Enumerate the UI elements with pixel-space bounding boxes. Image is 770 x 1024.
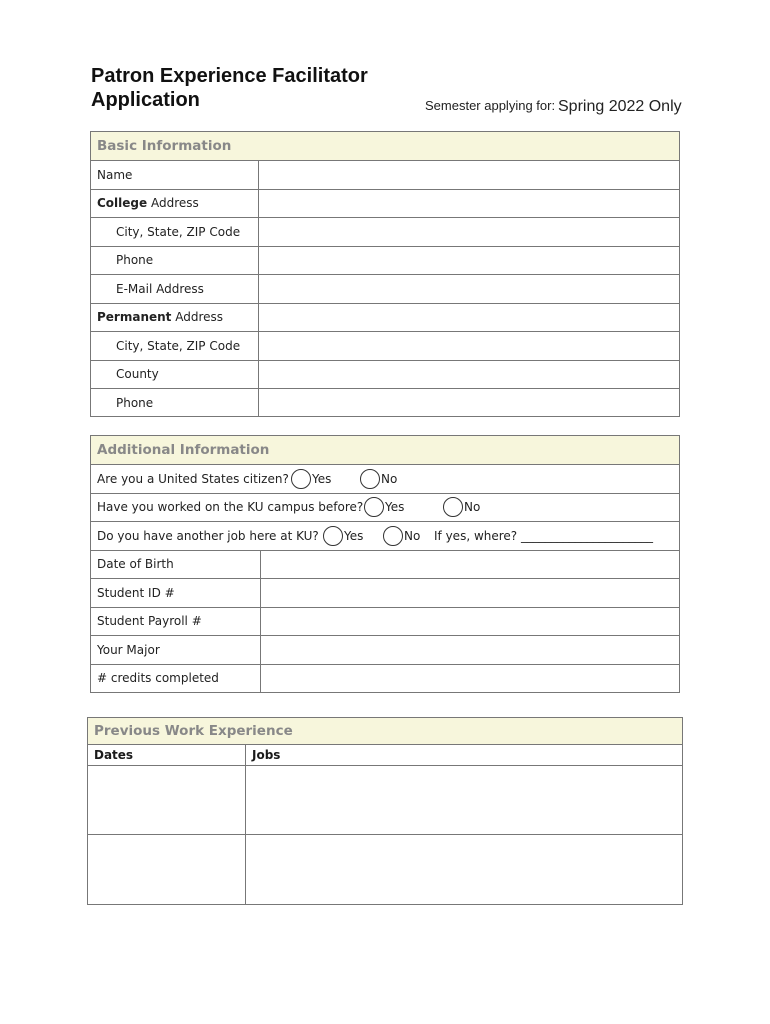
- permanent-city-field[interactable]: [259, 332, 679, 360]
- college-city-field[interactable]: [259, 218, 679, 246]
- permanent-city-label: City, State, ZIP Code: [91, 332, 259, 360]
- dob-field[interactable]: [261, 551, 679, 579]
- credits-label: # credits completed: [91, 665, 261, 692]
- college-phone-label: Phone: [91, 247, 259, 275]
- dob-label: Date of Birth: [91, 551, 261, 579]
- name-row: [91, 161, 679, 190]
- semester-label: Semester applying for:: [425, 98, 556, 113]
- citizen-yes-option[interactable]: [291, 469, 331, 489]
- name-field[interactable]: [259, 161, 679, 189]
- work-dates-cell[interactable]: [88, 835, 246, 904]
- worked-yes-option[interactable]: [364, 497, 404, 517]
- citizen-yes-label: Yes: [312, 471, 332, 486]
- basic-information-heading: Basic Information: [91, 132, 679, 161]
- student-id-row: [91, 579, 679, 608]
- permanent-county-row: [91, 361, 679, 390]
- student-id-field[interactable]: [261, 579, 679, 607]
- other-job-yes-label: Yes: [344, 528, 364, 543]
- work-experience-heading: Previous Work Experience: [88, 718, 682, 745]
- permanent-city-row: [91, 332, 679, 361]
- permanent-phone-field[interactable]: [259, 389, 679, 416]
- citizen-question: Are you a United States citizen?: [97, 471, 289, 486]
- name-label: Name: [91, 161, 259, 189]
- other-job-no-option[interactable]: [383, 526, 420, 546]
- credits-row: [91, 665, 679, 692]
- college-phone-row: [91, 247, 679, 276]
- work-table-header: [88, 745, 682, 766]
- citizen-no-label: No: [381, 471, 398, 486]
- college-address-label: [91, 190, 259, 218]
- worked-yes-label: Yes: [385, 500, 405, 515]
- college-email-label: E-Mail Address: [91, 275, 259, 303]
- student-id-label: Student ID #: [91, 579, 261, 607]
- worked-question: Have you worked on the KU campus before?: [97, 500, 364, 515]
- permanent-rest: Address: [171, 310, 224, 325]
- semester-value[interactable]: Spring 2022 Only: [558, 98, 682, 115]
- college-address-row: [91, 190, 679, 219]
- permanent-address-label: [91, 304, 259, 332]
- radio-circle-icon[interactable]: [360, 469, 380, 489]
- work-row: [88, 766, 682, 835]
- worked-no-label: No: [464, 500, 481, 515]
- other-job-no-label: No: [404, 528, 421, 543]
- radio-circle-icon[interactable]: [443, 497, 463, 517]
- payroll-label: Student Payroll #: [91, 608, 261, 636]
- college-phone-field[interactable]: [259, 247, 679, 275]
- permanent-bold: Permanent: [97, 310, 172, 325]
- college-city-label: City, State, ZIP Code: [91, 218, 259, 246]
- credits-field[interactable]: [261, 665, 679, 692]
- payroll-row: [91, 608, 679, 637]
- radio-circle-icon[interactable]: [364, 497, 384, 517]
- permanent-phone-row: [91, 389, 679, 416]
- citizen-no-option[interactable]: [360, 469, 397, 489]
- other-job-yes-option[interactable]: [323, 526, 363, 546]
- citizen-row: [91, 465, 679, 494]
- major-label: Your Major: [91, 636, 261, 664]
- additional-information-heading: Additional Information: [91, 436, 679, 465]
- permanent-address-field[interactable]: [259, 304, 679, 332]
- worked-row: [91, 494, 679, 523]
- major-row: [91, 636, 679, 665]
- work-jobs-cell[interactable]: [246, 766, 682, 834]
- other-job-question: Do you have another job here at KU?: [97, 528, 319, 543]
- college-email-row: [91, 275, 679, 304]
- permanent-county-label: County: [91, 361, 259, 389]
- work-row: [88, 835, 682, 904]
- other-job-where[interactable]: If yes, where? ______________________: [434, 528, 653, 543]
- permanent-county-field[interactable]: [259, 361, 679, 389]
- page-title: Patron Experience Facilitator Application: [91, 65, 368, 111]
- work-jobs-cell[interactable]: [246, 835, 682, 904]
- college-email-field[interactable]: [259, 275, 679, 303]
- college-rest: Address: [147, 196, 199, 211]
- basic-information-section: [90, 131, 680, 417]
- college-address-field[interactable]: [259, 190, 679, 218]
- major-field[interactable]: [261, 636, 679, 664]
- additional-information-section: [90, 435, 680, 693]
- college-bold: College: [97, 196, 148, 211]
- dob-row: [91, 551, 679, 580]
- work-dates-cell[interactable]: [88, 766, 246, 834]
- radio-circle-icon[interactable]: [383, 526, 403, 546]
- radio-circle-icon[interactable]: [323, 526, 343, 546]
- college-city-row: [91, 218, 679, 247]
- worked-no-option[interactable]: [443, 497, 480, 517]
- other-job-row: [91, 522, 679, 551]
- jobs-column-header: Jobs: [252, 748, 281, 762]
- work-experience-section: [87, 717, 683, 905]
- permanent-phone-label: Phone: [91, 389, 259, 416]
- radio-circle-icon[interactable]: [291, 469, 311, 489]
- payroll-field[interactable]: [261, 608, 679, 636]
- permanent-address-row: [91, 304, 679, 333]
- dates-column-header: Dates: [88, 745, 246, 765]
